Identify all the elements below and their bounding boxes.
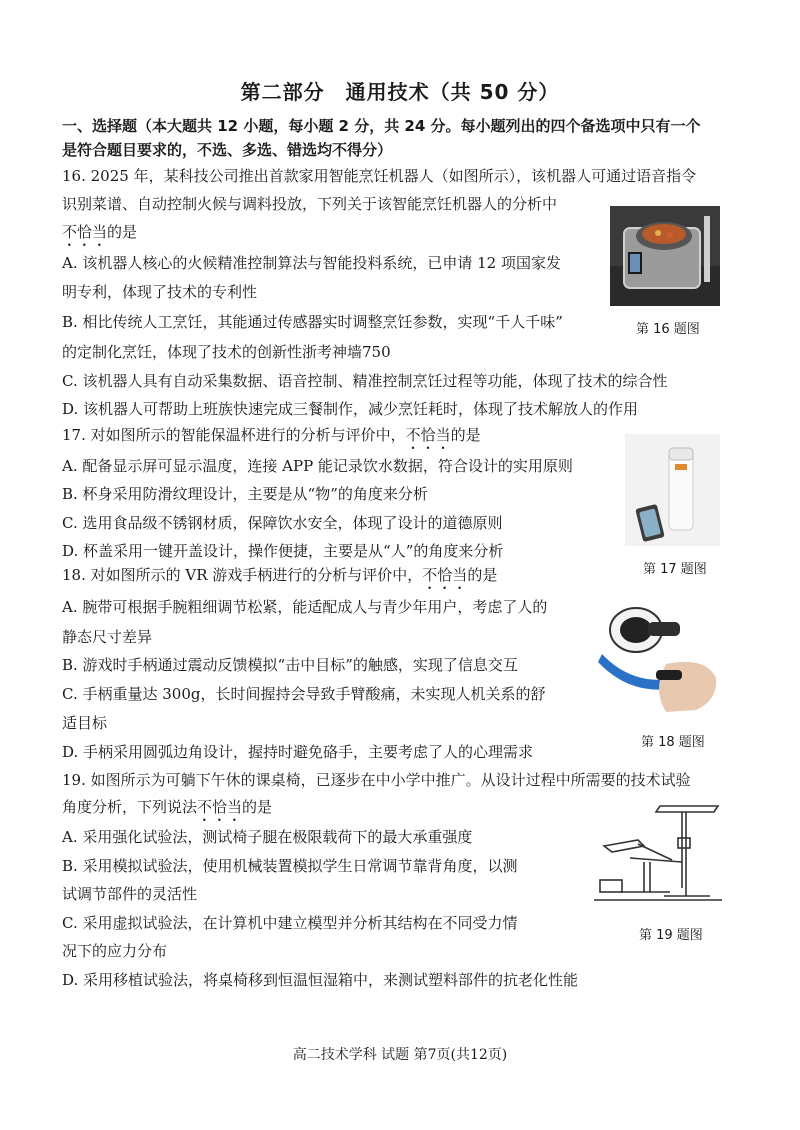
q17-option-a: A. 配备显示屏可显示温度，连接 APP 能记录饮水数据，符合设计的实用原则	[62, 457, 573, 475]
q18-emphasis: 不恰当	[422, 566, 468, 584]
q19-option-c-line2: 况下的应力分布	[62, 942, 168, 960]
q19-option-b-line2: 试调节部件的灵活性	[62, 885, 198, 903]
q17-option-d: D. 杯盖采用一键开盖设计，操作便捷，主要是从“人”的角度来分析	[62, 542, 504, 560]
q19-stem-tail: 的是	[242, 798, 273, 816]
q19-option-b-line1: B. 采用模拟试验法，使用机械装置模拟学生日常调节靠背角度，以测	[62, 857, 518, 875]
page-title: 第二部分 通用技术（共 50 分）	[240, 80, 560, 104]
q17-figure-caption: 第 17 题图	[643, 562, 707, 577]
q16-stem-line3	[62, 222, 137, 250]
q16-option-b-line1: B. 相比传统人工烹饪，其能通过传感器实时调整烹饪参数，实现“千人千味”	[62, 313, 563, 331]
q18-option-d: D. 手柄采用圆弧边角设计，握持时避免硌手，主要考虑了人的心理需求	[62, 743, 534, 761]
q17-emphasis: 不恰当	[405, 426, 451, 444]
q19-option-c-line1: C. 采用虚拟试验法，在计算机中建立模型并分析其结构在不同受力情	[62, 914, 518, 932]
q17-stem-tail: 的是	[450, 426, 481, 444]
q16-figure-cooking-robot	[610, 206, 720, 306]
q17-stem	[62, 425, 481, 453]
q17-figure-thermos-cup	[625, 434, 720, 546]
section-heading-line2: 是符合题目要求的，不选、多选、错选均不得分）	[62, 141, 393, 159]
q18-option-a-line2: 静态尺寸差异	[62, 628, 153, 646]
q17-option-b: B. 杯身采用防滑纹理设计，主要是从“物”的角度来分析	[62, 485, 428, 503]
q18-stem-tail: 的是	[467, 566, 498, 584]
section-heading-line1: 一、选择题（本大题共 12 小题，每小题 2 分，共 24 分。每小题列出的四个备选项中只有一个	[62, 117, 701, 135]
q17-stem-head: 17. 对如图所示的智能保温杯进行的分析与评价中，	[62, 426, 406, 444]
q16-option-d: D. 该机器人可帮助上班族快速完成三餐制作，减少烹饪耗时，体现了技术解放人的作用	[62, 400, 639, 418]
q16-figure-caption: 第 16 题图	[636, 322, 700, 337]
q19-stem-head: 角度分析，下列说法	[62, 798, 198, 816]
q16-option-a-line2: 明专利，体现了技术的专利性	[62, 283, 258, 301]
q16-stem-line1: 16. 2025 年，某科技公司推出首款家用智能烹饪机器人（如图所示），该机器人可通过语音指令	[62, 167, 697, 185]
page-footer: 高二技术学科 试题 第7页(共12页)	[292, 1047, 508, 1063]
q19-figure-desk-chair	[590, 800, 725, 912]
q18-stem	[62, 565, 497, 593]
q18-option-c-line2: 适目标	[62, 714, 108, 732]
q18-figure-vr-controller	[596, 600, 720, 718]
q18-stem-head: 18. 对如图所示的 VR 游戏手柄进行的分析与评价中，	[62, 566, 423, 584]
q19-option-a: A. 采用强化试验法，测试椅子腿在极限载荷下的最大承重强度	[62, 828, 473, 846]
q18-option-a-line1: A. 腕带可根据手腕粗细调节松紧，能适配成人与青少年用户，考虑了人的	[62, 598, 548, 616]
q16-stem-line2: 识别菜谱、自动控制火候与调料投放，下列关于该智能烹饪机器人的分析中	[62, 195, 558, 213]
q16-emphasis: 不恰当	[62, 223, 108, 241]
q17-option-c: C. 选用食品级不锈钢材质，保障饮水安全，体现了设计的道德原则	[62, 514, 503, 532]
q18-option-c-line1: C. 手柄重量达 300g，长时间握持会导致手臂酸痛，未实现人机关系的舒	[62, 685, 546, 703]
q16-option-c: C. 该机器人具有自动采集数据、语音控制、精准控制烹饪过程等功能，体现了技术的综合性	[62, 372, 668, 390]
q19-stem-line1: 19. 如图所示为可躺下午休的课桌椅，已逐步在中小学中推广。从设计过程中所需要的技术试验	[62, 771, 691, 789]
q16-option-b-line2: 的定制化烹饪，体现了技术的创新性浙考神墙750	[62, 343, 391, 361]
q18-option-b: B. 游戏时手柄通过震动反馈模拟“击中目标”的触感，实现了信息交互	[62, 656, 518, 674]
q18-figure-caption: 第 18 题图	[641, 735, 705, 750]
q19-emphasis: 不恰当	[197, 798, 243, 816]
q19-figure-caption: 第 19 题图	[639, 928, 703, 943]
q19-stem-line2	[62, 797, 272, 825]
q19-option-d: D. 采用移植试验法，将桌椅移到恒温恒湿箱中，来测试塑料部件的抗老化性能	[62, 971, 579, 989]
q16-option-a-line1: A. 该机器人核心的火候精准控制算法与智能投料系统，已申请 12 项国家发	[62, 254, 561, 272]
q16-stem-tail: 的是	[107, 223, 138, 241]
